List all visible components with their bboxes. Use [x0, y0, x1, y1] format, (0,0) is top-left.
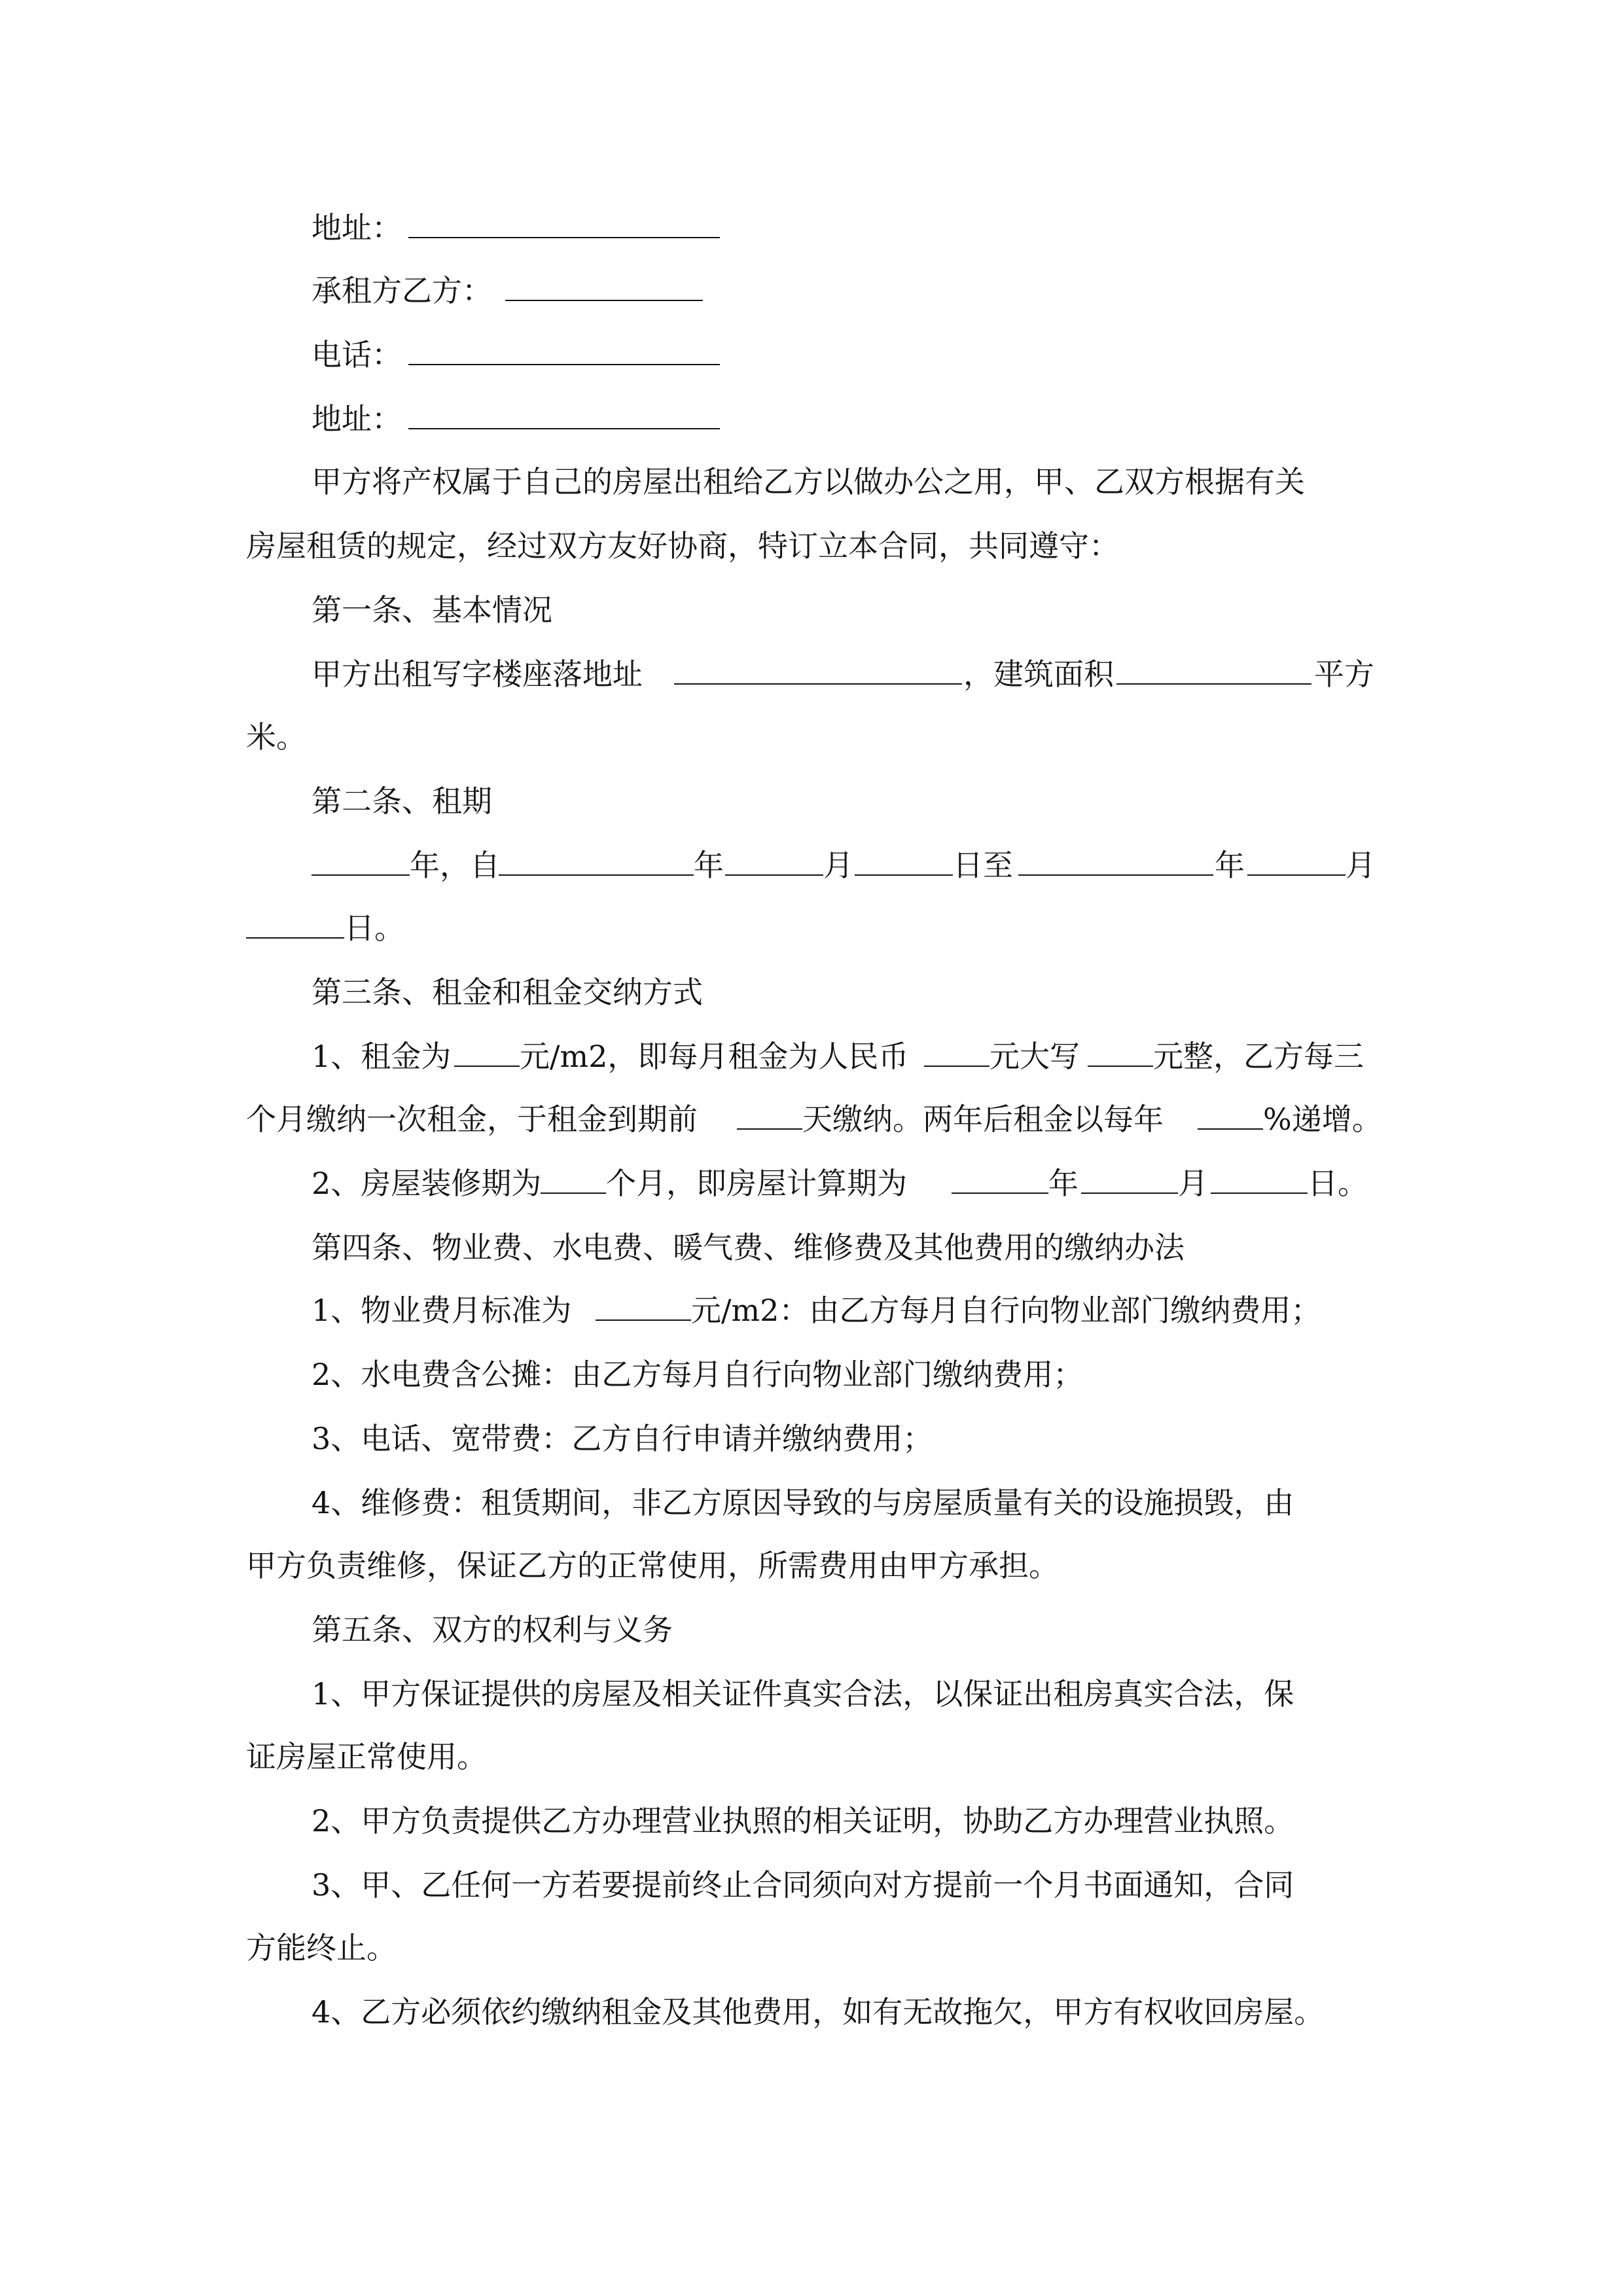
article-5-line — [0, 1865, 1623, 1905]
text: 年 — [1215, 848, 1245, 883]
text: 米。 — [246, 719, 306, 755]
article-5-line — [0, 1737, 1623, 1776]
tenant-blank[interactable] — [505, 271, 703, 301]
text: ，建筑面积 — [963, 656, 1114, 692]
heading: 第三条、租金和租金交纳方式 — [312, 975, 703, 1010]
article-2-title — [0, 781, 1623, 821]
text: 1、租金为 — [312, 1039, 452, 1074]
start-month-blank[interactable] — [725, 846, 823, 876]
text: 元整，乙方每三 — [1153, 1039, 1364, 1074]
text: 甲方负责维修，保证乙方的正常使用，所需费用由甲方承担。 — [246, 1548, 1059, 1583]
article-3-title — [0, 973, 1623, 1012]
start-year-blank[interactable] — [499, 846, 694, 876]
text: 4、乙方必须依约缴纳租金及其他费用，如有无故拖欠，甲方有权收回房屋。 — [312, 1994, 1325, 2030]
location-blank[interactable] — [674, 655, 962, 685]
phone-label: 电话： — [312, 337, 402, 372]
text: 1、甲方保证提供的房屋及相关证件真实合法，以保证出租房真实合法，保 — [312, 1676, 1294, 1712]
days-blank[interactable] — [737, 1100, 802, 1130]
article-4-line — [0, 1546, 1623, 1585]
article-1-line — [0, 655, 1623, 694]
article-3-line — [0, 1164, 1623, 1203]
text: 证房屋正常使用。 — [246, 1739, 487, 1774]
rent-words-blank[interactable] — [1088, 1037, 1153, 1067]
area-blank[interactable] — [1116, 655, 1311, 685]
increase-rate-blank[interactable] — [1198, 1100, 1263, 1130]
text: 天缴纳。两年后租金以每年 — [802, 1102, 1164, 1137]
text: %递增。 — [1263, 1102, 1382, 1137]
years-blank[interactable] — [312, 846, 410, 876]
text: 元/m2，即每月租金为人民币 — [520, 1039, 909, 1074]
text: 3、甲、乙任何一方若要提前终止合同须向对方提前一个月书面通知，合同 — [312, 1867, 1294, 1903]
renovation-months-blank[interactable] — [541, 1164, 606, 1194]
heading: 第二条、租期 — [312, 783, 492, 819]
intro-text-2: 房屋租赁的规定，经过双方友好协商，特订立本合同，共同遵守： — [246, 528, 1119, 564]
article-5-line — [0, 1674, 1623, 1713]
period-month-blank[interactable] — [1081, 1164, 1178, 1194]
article-3-line — [0, 1037, 1623, 1076]
address-row-2 — [0, 399, 1623, 439]
paragraph-line — [0, 526, 1623, 565]
heading: 第一条、基本情况 — [312, 592, 552, 628]
address-row-1 — [0, 208, 1623, 247]
article-2-line — [0, 846, 1623, 885]
rent-per-m2-blank[interactable] — [454, 1037, 520, 1067]
article-4-line — [0, 1419, 1623, 1458]
text: 年 — [694, 848, 724, 883]
period-day-blank[interactable] — [1211, 1164, 1308, 1194]
article-5-line — [0, 1801, 1623, 1840]
text: 年 — [1048, 1166, 1079, 1201]
text: 个月，即房屋计算期为 — [606, 1166, 907, 1201]
article-1-line — [0, 717, 1623, 757]
address-blank[interactable] — [408, 399, 720, 429]
article-4-title — [0, 1228, 1623, 1267]
intro-text-1: 甲方将产权属于自己的房屋出租给乙方以做办公之用，甲、乙双方根据有关 — [312, 464, 1305, 499]
text: 2、水电费含公摊：由乙方每月自行向物业部门缴纳费用； — [312, 1357, 1084, 1392]
text: 月 — [823, 848, 853, 883]
text: 元大写 — [990, 1039, 1080, 1074]
article-1-title — [0, 590, 1623, 630]
tenant-label: 承租方乙方： — [312, 273, 492, 308]
article-4-line — [0, 1355, 1623, 1394]
text: 月 — [1178, 1166, 1208, 1201]
article-2-line — [0, 908, 1623, 948]
heading: 第四条、物业费、水电费、暖气费、维修费及其他费用的缴纳办法 — [312, 1230, 1185, 1265]
end-month-blank[interactable] — [1247, 846, 1346, 876]
start-day-blank[interactable] — [855, 846, 953, 876]
text: 1、物业费月标准为 — [312, 1293, 572, 1328]
article-4-line — [0, 1291, 1623, 1330]
property-fee-blank[interactable] — [596, 1291, 691, 1321]
text: 方能终止。 — [246, 1930, 397, 1965]
paragraph-line — [0, 462, 1623, 501]
text: 平方 — [1314, 656, 1374, 692]
end-day-blank[interactable] — [246, 908, 344, 939]
phone-row — [0, 335, 1623, 374]
text: 3、电话、宽带费：乙方自行申请并缴纳费用； — [312, 1421, 933, 1456]
article-3-line — [0, 1100, 1623, 1139]
text: 个月缴纳一次租金，于租金到期前 — [246, 1102, 698, 1137]
end-year-blank[interactable] — [1018, 846, 1213, 876]
address-label: 地址： — [312, 210, 402, 245]
heading: 第五条、双方的权利与义务 — [312, 1612, 673, 1647]
article-4-line — [0, 1483, 1623, 1522]
text: 日。 — [344, 910, 404, 946]
article-5-line — [0, 1928, 1623, 1967]
text: 甲方出租写字楼座落地址 — [312, 656, 643, 692]
tenant-row — [0, 271, 1623, 310]
text: 年，自 — [410, 848, 500, 883]
text: 2、房屋装修期为 — [312, 1166, 542, 1201]
article-5-line — [0, 1992, 1623, 2032]
phone-blank[interactable] — [408, 335, 720, 365]
address-label: 地址： — [312, 401, 402, 437]
address-blank[interactable] — [408, 208, 720, 238]
text: 4、维修费：租赁期间，非乙方原因导致的与房屋质量有关的设施损毁，由 — [312, 1485, 1294, 1520]
text: 日至 — [953, 848, 1013, 883]
period-year-blank[interactable] — [952, 1164, 1048, 1194]
text: 元/m2：由乙方每月自行向物业部门缴纳费用； — [691, 1293, 1321, 1328]
text: 日。 — [1308, 1166, 1368, 1201]
monthly-rent-blank[interactable] — [924, 1037, 990, 1067]
text: 月 — [1346, 848, 1376, 883]
article-5-title — [0, 1610, 1623, 1649]
text: 2、甲方负责提供乙方办理营业执照的相关证明，协助乙方办理营业执照。 — [312, 1803, 1294, 1839]
